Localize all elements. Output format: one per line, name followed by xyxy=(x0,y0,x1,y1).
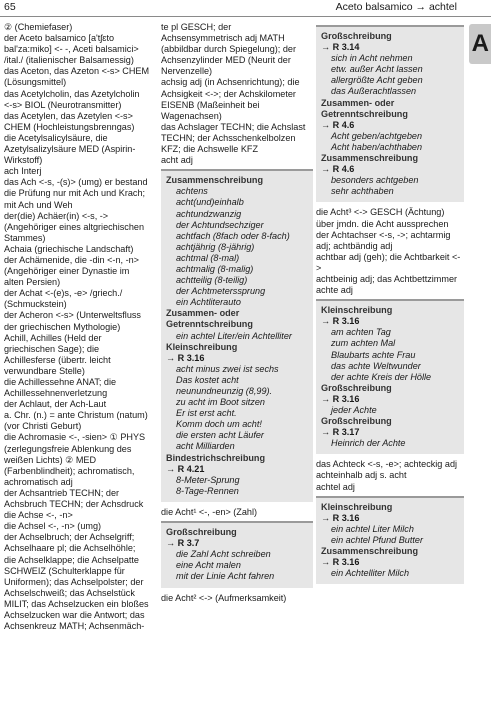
box-heading: Zusammenschreibung xyxy=(321,546,419,557)
rule-reference: → R 3.16 xyxy=(321,557,360,568)
entry: achtbar adj (geh); die Achtbarkeit <-> xyxy=(316,251,461,273)
example: acht(und)einhalb xyxy=(176,197,244,208)
example: die Zahl Acht schreiben xyxy=(176,549,271,560)
running-head: Aceto balsamico → achtel xyxy=(335,1,457,13)
entry: das Achslager TECHN; die Achslast TECHN; der Achsschenkelbolzen KFZ; die Achswelle KFZ xyxy=(161,121,306,155)
entry: ach Interj xyxy=(4,166,42,177)
example: das Außerachtlassen xyxy=(331,86,417,97)
entry: das Ach <-s, -(s)> (umg) er bestand die Prüfung nur mit Ach und Krach; mit Ach und Weh xyxy=(4,177,148,210)
example: besonders achtgeben xyxy=(331,175,419,186)
example: achtteilig (8-teilig) xyxy=(176,275,248,286)
example: ein Achtelliter Milch xyxy=(331,568,409,579)
example: zu acht im Boot sitzen xyxy=(176,397,265,408)
usage-box-achte xyxy=(316,299,464,454)
entry: das Acetylen, das Azetylen <-s> CHEM (Hochleistungsbrenngas) xyxy=(4,110,135,132)
rule-reference: → R 3.16 xyxy=(321,316,360,327)
entry: der Achlaut, der Ach-Laut xyxy=(4,399,107,410)
page-number: 65 xyxy=(4,1,16,13)
example: Acht haben/achthaben xyxy=(331,141,423,152)
entry: Achill, Achilles (Held der griechischen Sage); die Achillesferse (übertr. leicht verwundbare Stelle) xyxy=(4,332,111,376)
entry: der Achselbruch; der Achselgriff; Achselhaare pl; die Achselhöhle; die Achselklappe; die Achselpatte SCHWEIZ (Schulterklappe für Uniformen); das Achselpolster; der Achselschweiß; das Achselstück MILIT; das Achselzucken ein bloßes Achselzucken war die Antwort; das Achsenkreuz MATH; Achsenmäch- xyxy=(4,532,149,632)
example: sich in Acht nehmen xyxy=(331,53,413,64)
box-heading: Bindestrichschreibung xyxy=(166,452,266,463)
example: etw. außer Acht lassen xyxy=(331,64,423,75)
rule-reference: → R 3.17 xyxy=(321,427,360,438)
example: achtundzwanzig xyxy=(176,208,242,219)
box-heading: Großschreibung xyxy=(166,527,237,538)
usage-box-achtel xyxy=(316,496,464,585)
entry: te pl GESCH; der Achsensymmetrisch adj MATH (abbildbar durch Spiegelung); der Achsenzylinder MED (Neurit der Nervenzelle) xyxy=(161,22,296,77)
box-heading: Kleinschreibung xyxy=(321,305,393,316)
example: allergrößte Acht geben xyxy=(331,75,423,86)
entry: achtel adj xyxy=(316,481,355,492)
example: acht Milliarden xyxy=(176,441,235,452)
entry: die Acht³ <-> GESCH (Ächtung) über jmdn. die Acht aussprechen xyxy=(316,207,449,229)
example: achtmalig (8-malig) xyxy=(176,263,254,274)
example: jeder Achte xyxy=(331,405,377,415)
entry: Achaia (griechische Landschaft) xyxy=(4,243,134,254)
entry: das Aceton, das Azeton <-s> CHEM (Lösungsmittel) xyxy=(4,66,150,88)
column-2 xyxy=(161,22,313,604)
thumb-index-letter: A xyxy=(469,24,491,64)
entry: der Achämenide, die -din <-n, -n> (Angehöriger einer Dynastie im alten Persien) xyxy=(4,254,139,288)
entry: ② (Chemiefaser) xyxy=(4,22,73,32)
box-heading: Großschreibung xyxy=(321,382,392,393)
example: zum achten Mal xyxy=(331,338,396,349)
example: achtmal (8-mal) xyxy=(176,252,240,263)
entry: das Achteck <-s, -e>; achteckig adj xyxy=(316,459,458,470)
example: der achte Kreis der Hölle xyxy=(331,371,432,382)
rule-reference: → R 3.16 xyxy=(321,512,360,523)
entry: die Achillessehne ANAT; die Achillessehnenverletzung xyxy=(4,377,117,399)
usage-box-acht xyxy=(161,169,313,502)
entry: die Acht¹ <-, -en> (Zahl) xyxy=(161,506,258,517)
page-header xyxy=(0,0,491,17)
example: ein achtel Liter Milch xyxy=(331,523,414,534)
box-heading: Zusammen- oder Getrenntschreibung xyxy=(321,97,408,119)
example: am achten Tag xyxy=(331,327,391,338)
example: achtjährig (8-jährig) xyxy=(176,241,255,252)
entry: die Acetylsalicylsäure, die Azetylsalizylsäure MED (Aspirin-Wirkstoff) xyxy=(4,132,136,166)
example: das achte Weltwunder xyxy=(331,360,421,371)
example: Komm doch um acht! xyxy=(176,419,262,430)
example: 8-Meter-Sprung xyxy=(176,474,240,485)
rule-reference: → R 3.16 xyxy=(166,352,205,363)
box-heading: Großschreibung xyxy=(321,416,392,427)
entry: achsig adj (in Achsenrichtung); die Achsigkeit <->; der Achskilometer EISENB (Maßeinheit bei Wagenachsen) xyxy=(161,77,300,121)
box-heading: Zusammen- oder Getrenntschreibung xyxy=(166,308,253,330)
entry: der Aceto balsamico [a'tʃɛto bal'za:miko] <- -, Aceti balsamici> /ital./ (italienischer Balsamessig) xyxy=(4,33,139,66)
usage-box-acht-aufmerksamkeit xyxy=(316,25,464,202)
example: mit der Linie Acht fahren xyxy=(176,571,275,582)
column-3 xyxy=(316,22,464,589)
box-heading: Zusammenschreibung xyxy=(166,175,264,186)
example: Heinrich der Achte xyxy=(331,438,406,449)
rule-reference: → R 3.16 xyxy=(321,393,360,404)
example: sehr achthaben xyxy=(331,186,394,197)
entry: der Achtachser <-s, ->; achtarmig adj; achtbändig adj xyxy=(316,229,451,251)
box-heading: Kleinschreibung xyxy=(321,501,393,512)
entry: achte adj xyxy=(316,285,353,296)
example: achtens xyxy=(176,186,208,197)
example: achtfach (8fach oder 8-fach) xyxy=(176,230,290,241)
entry: achtbeinig adj; das Achtbettzimmer xyxy=(316,273,458,284)
rule-reference: → R 3.7 xyxy=(166,538,200,549)
example: Das kostet acht neunundneunzig (8,99). xyxy=(176,374,273,396)
rule-reference: → R 4.6 xyxy=(321,119,355,130)
box-heading: Kleinschreibung xyxy=(166,341,238,352)
entry: achteinhalb adj s. acht xyxy=(316,470,407,481)
entry: der Acheron <-s> (Unterweltsfluss der griechischen Mythologie) xyxy=(4,310,141,332)
example: 8-Tage-Rennen xyxy=(176,485,239,496)
usage-box-acht-zahl xyxy=(161,521,313,587)
example: Acht geben/achtgeben xyxy=(331,130,423,141)
box-heading: Großschreibung xyxy=(321,31,392,41)
rule-reference: → R 3.14 xyxy=(321,42,360,53)
entry: der(die) Achäer(in) <-s, -> (Angehöriger eines altgriechischen Stammes) xyxy=(4,210,145,243)
entry: die Achsel <-, -n> (umg) xyxy=(4,521,102,532)
example: die ersten acht Läufer xyxy=(176,430,264,441)
column-1 xyxy=(4,22,150,632)
box-heading: Zusammenschreibung xyxy=(321,153,419,164)
entry: die Acht² <-> (Aufmerksamkeit) xyxy=(161,592,287,603)
example: Blaubarts achte Frau xyxy=(331,349,416,360)
example: der Achtundsechziger xyxy=(176,219,264,230)
example: ein achtel Liter/ein Achtelliter xyxy=(176,330,292,341)
entry: der Achat <-(e)s, -e> /griech./ (Schmuckstein) xyxy=(4,288,123,310)
entry: der Achsantrieb TECHN; der Achsbruch TECHN; der Achsdruck xyxy=(4,487,144,510)
entry: a. Chr. (n.) = ante Christum (natum) (vor Christi Geburt) xyxy=(4,410,148,432)
entry: das Acetylcholin, das Azetylcholin <-s> BIOL (Neurotransmitter) xyxy=(4,88,140,110)
example: Er ist erst acht. xyxy=(176,408,237,419)
example: ein Achtliterauto xyxy=(176,297,241,308)
rule-reference: → R 4.6 xyxy=(321,164,355,175)
example: ein achtel Pfund Butter xyxy=(331,534,424,545)
entry: die Achromasie <-, -sien> ① PHYS (zerlegungsfreie Ablenkung des weißen Lichts) ② MED (Farbenblindheit); achromatisch, achromatisch adj xyxy=(4,432,146,487)
entry: die Achse <-, -n> xyxy=(4,510,73,521)
example: eine Acht malen xyxy=(176,560,241,571)
example: acht minus zwei ist sechs xyxy=(176,363,279,374)
rule-reference: → R 4.21 xyxy=(166,463,205,474)
entry: acht adj xyxy=(161,155,193,166)
example: der Achtmeterssprung xyxy=(176,286,266,297)
